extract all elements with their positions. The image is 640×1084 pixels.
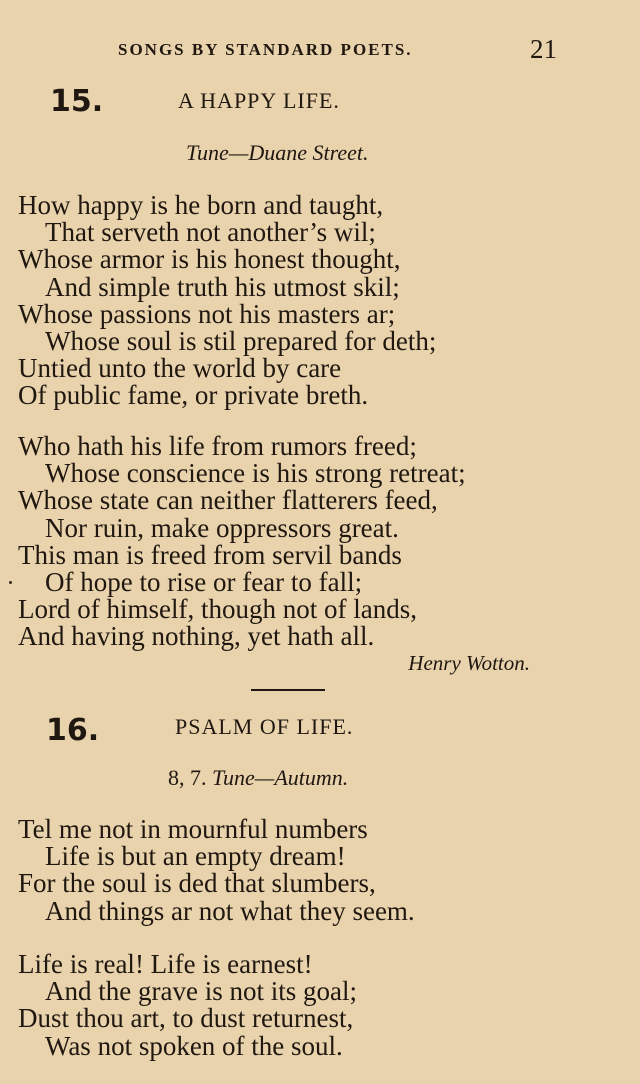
hymn-number: 15. bbox=[50, 84, 104, 119]
hymn-number: 16. bbox=[46, 713, 100, 748]
section-divider bbox=[251, 689, 325, 691]
tune-name: Tune—Autumn. bbox=[212, 765, 349, 790]
verse-line: Whose passions not his masters ar; bbox=[18, 298, 396, 329]
verse-line: Life is real! Life is earnest! bbox=[18, 949, 313, 979]
verse-line: Whose soul is stil prepared for deth; bbox=[45, 326, 437, 357]
print-speck bbox=[9, 581, 12, 584]
verse-line: Nor ruin, make oppressors great. bbox=[45, 512, 399, 543]
verse-line: Whose armor is his honest thought, bbox=[18, 244, 401, 275]
stanza bbox=[18, 192, 436, 410]
verse-line: Tel me not in mournful numbers bbox=[18, 814, 368, 844]
verse-line: Who hath his life from rumors freed; bbox=[18, 431, 417, 461]
verse-line: Of public fame, or private breth. bbox=[18, 380, 369, 411]
page-number: 21 bbox=[530, 34, 557, 64]
hymn-title: A HAPPY LIFE. bbox=[178, 88, 340, 113]
verse-line: And the grave is not its goal; bbox=[45, 976, 357, 1007]
verse-line: Whose conscience is his strong retreat; bbox=[45, 458, 466, 489]
tune-line bbox=[168, 765, 348, 791]
author-attribution: Henry Wotton. bbox=[408, 651, 530, 675]
verse-line: Dust thou art, to dust returnest, bbox=[18, 1003, 354, 1034]
stanza bbox=[18, 433, 466, 651]
verse-line: Lord of himself, though not of lands, bbox=[18, 594, 417, 625]
verse-line: Of hope to rise or fear to fall; bbox=[45, 567, 363, 598]
verse-line: This man is freed from servil bands bbox=[18, 539, 402, 570]
verse-line: Untied unto the world by care bbox=[18, 353, 342, 384]
stanza bbox=[18, 951, 357, 1060]
verse-line: Was not spoken of the soul. bbox=[45, 1030, 343, 1061]
verse-line: Whose state can neither flatterers feed, bbox=[18, 485, 438, 516]
verse-line: And things ar not what they seem. bbox=[45, 895, 415, 926]
running-title: SONGS BY STANDARD POETS. bbox=[118, 40, 413, 59]
running-head bbox=[0, 36, 640, 66]
verse-line: That serveth not another’s wil; bbox=[45, 217, 376, 248]
verse-line: And simple truth his utmost skil; bbox=[45, 271, 400, 302]
hymn-title: PSALM OF LIFE. bbox=[175, 714, 354, 739]
verse-line: Life is but an empty dream! bbox=[45, 841, 346, 872]
verse-line: And having nothing, yet hath all. bbox=[18, 621, 375, 652]
verse-line: How happy is he born and taught, bbox=[18, 190, 384, 220]
stanza bbox=[18, 816, 415, 925]
tune-meter: 8, 7. bbox=[168, 765, 207, 790]
tune-name: Tune—Duane Street. bbox=[186, 140, 369, 165]
tune-line bbox=[186, 140, 369, 166]
verse-line: For the soul is ded that slumbers, bbox=[18, 868, 376, 899]
